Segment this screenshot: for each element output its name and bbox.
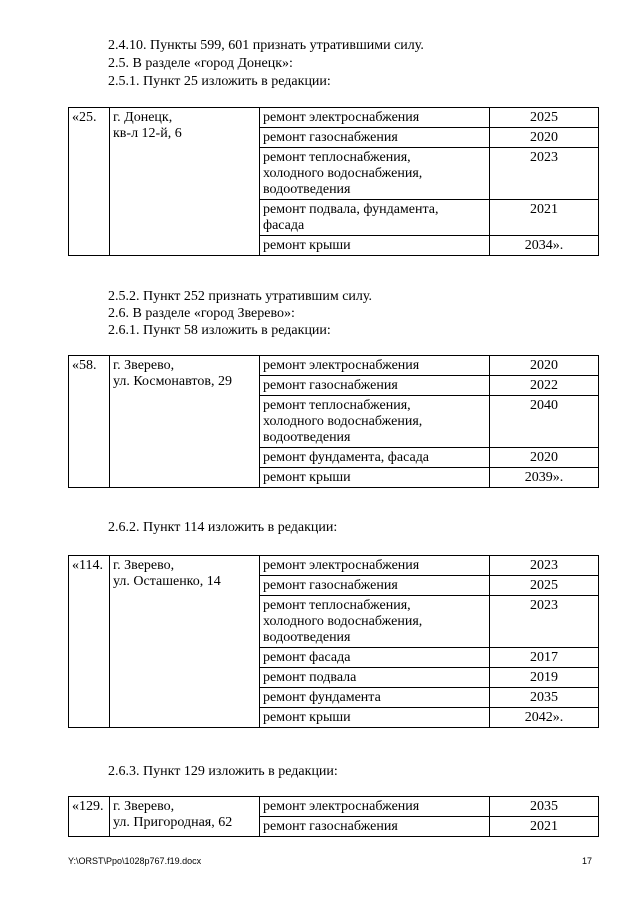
work-cell: ремонт электроснабжения: [260, 556, 490, 576]
work-line: холодного водоснабжения,: [263, 614, 423, 629]
paragraph-2-5: 2.5. В разделе «город Донецк»:: [108, 56, 293, 71]
paragraph-2-5-2: 2.5.2. Пункт 252 признать утратившим силу.: [108, 289, 372, 304]
work-line: ремонт теплоснабжения,: [263, 398, 411, 413]
year-cell: 2039».: [490, 468, 599, 488]
work-line: ремонт подвала, фундамента,: [263, 202, 439, 217]
address-city: г. Зверево,: [113, 558, 175, 573]
year-cell: 2020: [490, 128, 599, 148]
work-cell: ремонт фасада: [260, 648, 490, 668]
paragraph-2-6: 2.6. В разделе «город Зверево»:: [108, 306, 295, 321]
year-cell: 2023: [490, 148, 599, 200]
footer-file-path: Y:\ORST\Ppo\1028p767.f19.docx: [68, 856, 202, 866]
work-cell: [260, 396, 490, 448]
year-cell: 2025: [490, 108, 599, 128]
year-cell: 2042».: [490, 708, 599, 728]
table-item-25: [68, 107, 599, 256]
paragraph-2-4-10: 2.4.10. Пункты 599, 601 признать утратившими силу.: [108, 38, 424, 53]
table-row: [69, 108, 599, 128]
address-city: г. Зверево,: [113, 358, 175, 373]
address-city: г. Зверево,: [113, 799, 175, 814]
work-cell: ремонт газоснабжения: [260, 817, 490, 837]
work-line: водоотведения: [263, 182, 351, 197]
year-cell: 2023: [490, 596, 599, 648]
work-cell: ремонт крыши: [260, 236, 490, 256]
year-cell: 2020: [490, 356, 599, 376]
address-street: кв-л 12-й, 6: [113, 126, 182, 141]
year-cell: 2019: [490, 668, 599, 688]
year-cell: 2020: [490, 448, 599, 468]
year-cell: 2017: [490, 648, 599, 668]
year-cell: 2034».: [490, 236, 599, 256]
year-cell: 2022: [490, 376, 599, 396]
table-row: [69, 356, 599, 376]
work-cell: ремонт электроснабжения: [260, 797, 490, 817]
work-cell: ремонт газоснабжения: [260, 376, 490, 396]
work-cell: ремонт крыши: [260, 708, 490, 728]
address-street: ул. Пригородная, 62: [113, 815, 233, 830]
work-line: водоотведения: [263, 430, 351, 445]
paragraph-2-6-3: 2.6.3. Пункт 129 изложить в редакции:: [108, 764, 338, 779]
footer-page-number: 17: [582, 856, 593, 866]
year-cell: 2021: [490, 817, 599, 837]
work-line: ремонт теплоснабжения,: [263, 598, 411, 613]
address-cell: [110, 356, 260, 488]
year-cell: 2021: [490, 200, 599, 236]
address-cell: [110, 556, 260, 728]
work-cell: ремонт подвала: [260, 668, 490, 688]
year-cell: 2035: [490, 797, 599, 817]
work-cell: [260, 200, 490, 236]
work-line: фасада: [263, 218, 305, 233]
work-line: водоотведения: [263, 630, 351, 645]
paragraph-2-6-2: 2.6.2. Пункт 114 изложить в редакции:: [108, 520, 338, 535]
year-cell: 2035: [490, 688, 599, 708]
table-row: [69, 556, 599, 576]
work-cell: ремонт электроснабжения: [260, 108, 490, 128]
address-cell: [110, 108, 260, 256]
work-cell: [260, 148, 490, 200]
work-cell: ремонт фундамента: [260, 688, 490, 708]
address-cell: [110, 797, 260, 837]
paragraph-2-6-1: 2.6.1. Пункт 58 изложить в редакции:: [108, 323, 331, 338]
work-cell: [260, 596, 490, 648]
table-item-58: [68, 355, 599, 488]
year-cell: 2025: [490, 576, 599, 596]
item-number: «58.: [69, 356, 110, 488]
address-street: ул. Осташенко, 14: [113, 574, 221, 589]
table-item-129: [68, 796, 599, 837]
address-city: г. Донецк,: [113, 110, 173, 125]
work-cell: ремонт крыши: [260, 468, 490, 488]
year-cell: 2023: [490, 556, 599, 576]
paragraph-2-5-1: 2.5.1. Пункт 25 изложить в редакции:: [108, 74, 331, 89]
item-number: «25.: [69, 108, 110, 256]
item-number: «114.: [69, 556, 110, 728]
work-cell: ремонт фундамента, фасада: [260, 448, 490, 468]
work-cell: ремонт электроснабжения: [260, 356, 490, 376]
year-cell: 2040: [490, 396, 599, 448]
item-number: «129.: [69, 797, 110, 837]
table-item-114: [68, 555, 599, 728]
address-street: ул. Космонавтов, 29: [113, 374, 232, 389]
table-row: [69, 797, 599, 817]
work-line: ремонт теплоснабжения,: [263, 150, 411, 165]
work-cell: ремонт газоснабжения: [260, 576, 490, 596]
work-line: холодного водоснабжения,: [263, 414, 423, 429]
work-line: холодного водоснабжения,: [263, 166, 423, 181]
work-cell: ремонт газоснабжения: [260, 128, 490, 148]
